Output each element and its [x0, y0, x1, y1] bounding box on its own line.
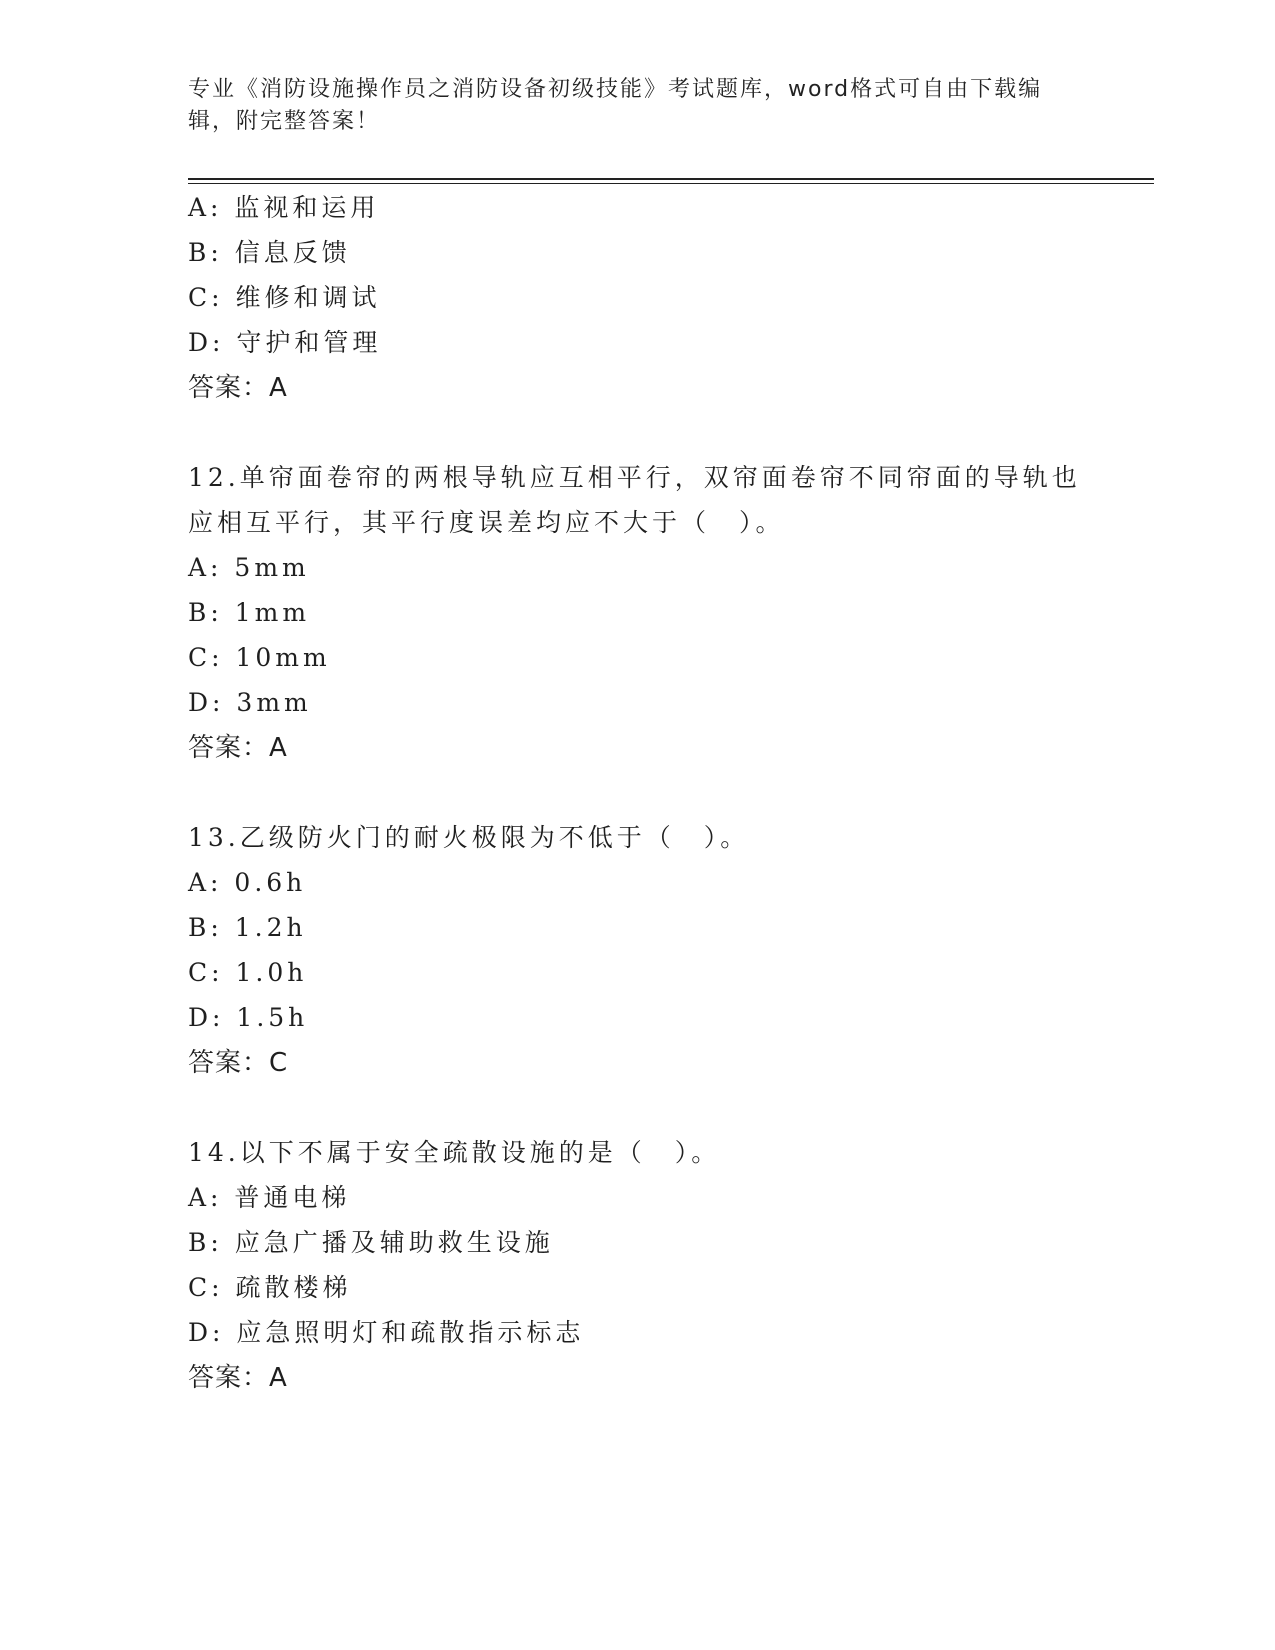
q13-stem: 13.乙级防火门的耐火极限为不低于（ ）。 — [188, 823, 750, 852]
q14-stem: 14.以下不属于安全疏散设施的是（ ）。 — [188, 1138, 721, 1167]
q13-option-c: C: 1.0h — [188, 958, 308, 987]
q14-option-c: C: 疏散楼梯 — [188, 1273, 352, 1302]
q13-option-b: B: 1.2h — [188, 913, 307, 942]
q11-answer: 答案：A — [188, 373, 288, 403]
q12-option-a: A: 5mm — [188, 553, 310, 582]
q11-option-d: D: 守护和管理 — [188, 328, 382, 357]
q14-answer: 答案：A — [188, 1363, 288, 1393]
q14-option-b: B: 应急广播及辅助救生设施 — [188, 1228, 554, 1257]
q12-option-c: C: 10mm — [188, 643, 331, 672]
document-header — [188, 74, 1088, 138]
q11-option-b: B: 信息反馈 — [188, 238, 351, 267]
q12-option-d: D: 3mm — [188, 688, 312, 717]
header-line-1: 专业《消防设施操作员之消防设备初级技能》考试题库，word格式可自由下载编 — [188, 77, 1043, 102]
header-line-2: 辑，附完整答案！ — [188, 109, 381, 134]
q11-option-c: C: 维修和调试 — [188, 283, 381, 312]
q14-option-d: D: 应急照明灯和疏散指示标志 — [188, 1318, 585, 1347]
q12-answer: 答案：A — [188, 733, 288, 763]
header-divider-thick — [188, 178, 1154, 180]
q13-option-d: D: 1.5h — [188, 1003, 309, 1032]
q14-option-a: A: 普通电梯 — [188, 1183, 351, 1212]
q11-option-a: A: 监视和运用 — [188, 193, 380, 222]
q12-stem-line-1: 12.单帘面卷帘的两根导轨应互相平行，双帘面卷帘不同帘面的导轨也 — [188, 463, 1081, 492]
q13-answer: 答案：C — [188, 1048, 289, 1078]
q13-option-a: A: 0.6h — [188, 868, 307, 897]
header-divider-thin — [188, 183, 1154, 184]
q12-option-b: B: 1mm — [188, 598, 311, 627]
q12-stem-line-2: 应相互平行，其平行度误差均应不大于（ ）。 — [188, 508, 785, 537]
